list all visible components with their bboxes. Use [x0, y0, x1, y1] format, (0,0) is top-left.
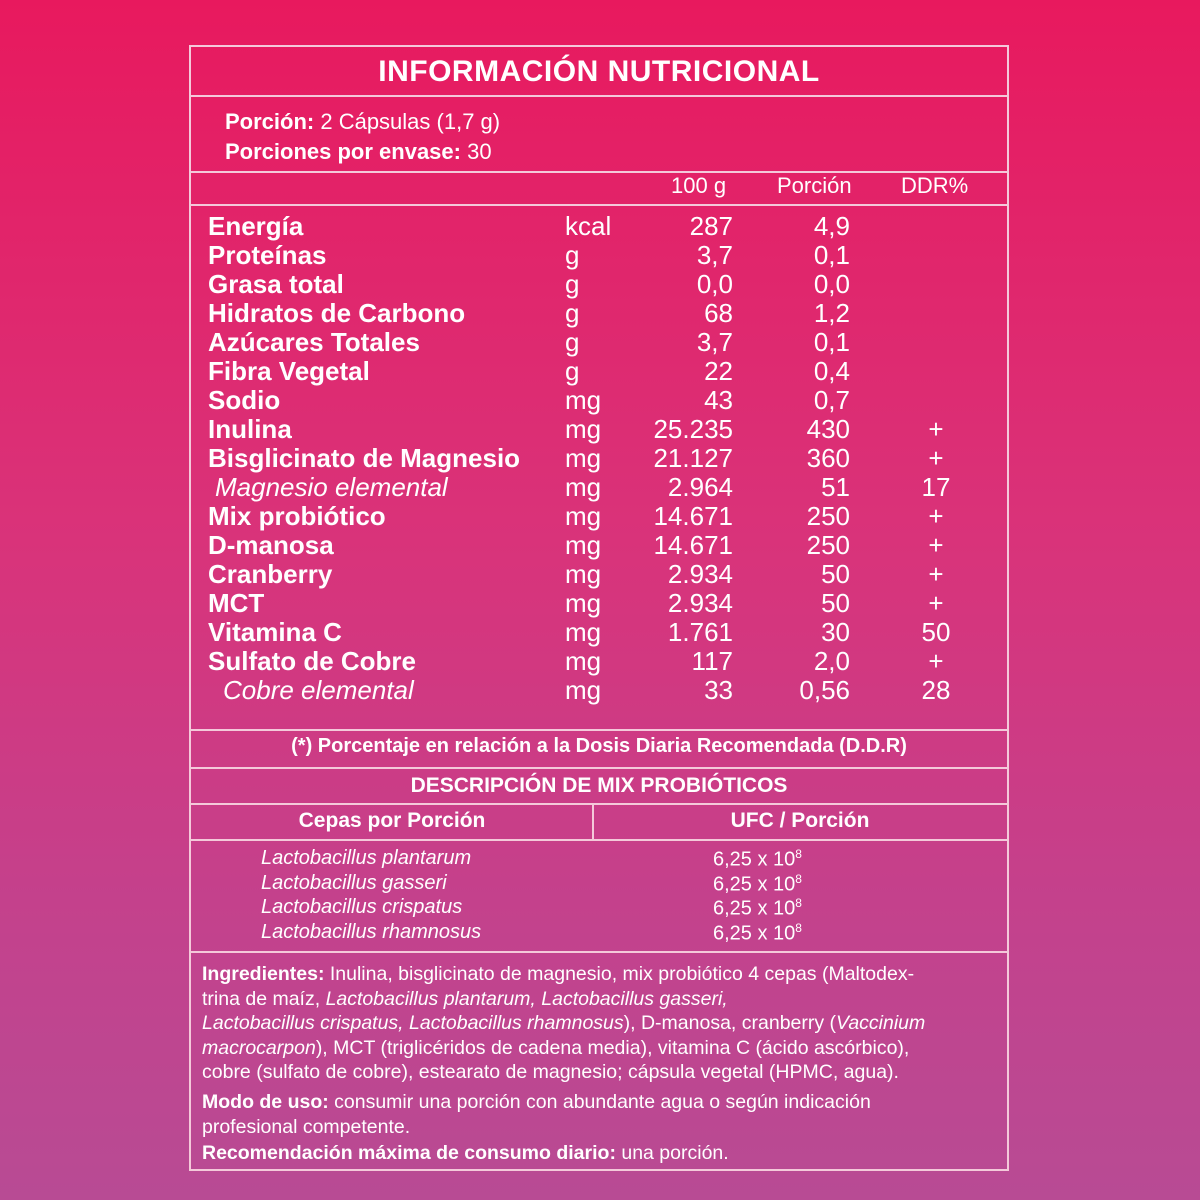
- ingredients-text-italic: Lactobacillus plantarum, Lactobacillus gasseri,: [325, 987, 728, 1010]
- max-daily-text: [202, 1141, 1012, 1166]
- nutrient-ddr: 50: [921, 617, 951, 647]
- nutrient-unit: g: [565, 356, 580, 386]
- nutrient-ddr: +: [928, 559, 944, 589]
- ingredients-line: [202, 1060, 1012, 1085]
- nutrient-unit: g: [565, 269, 580, 299]
- nutrient-row: [191, 269, 1007, 298]
- column-header-100g: 100 g: [671, 173, 727, 198]
- nutrient-row: [191, 559, 1007, 588]
- nutrient-ddr: +: [928, 414, 944, 444]
- nutrient-per-100g: 2.964: [667, 472, 733, 502]
- nutrient-name: MCT: [208, 588, 265, 618]
- nutrient-unit: g: [565, 240, 580, 270]
- nutrient-row: [191, 501, 1007, 530]
- strain-ufc-value: 6,25 x 10: [713, 897, 796, 920]
- nutrient-name: Bisglicinato de Magnesio: [208, 443, 521, 473]
- nutrient-row: [191, 443, 1007, 472]
- nutrient-row: [191, 385, 1007, 414]
- strain-ufc: [713, 847, 802, 872]
- strain-name: Lactobacillus crispatus: [261, 896, 463, 918]
- nutrient-per-portion: 50: [821, 588, 850, 618]
- nutrient-name: D-manosa: [208, 530, 334, 560]
- nutrient-name: Cranberry: [208, 559, 333, 589]
- nutrient-per-portion: 0,0: [813, 269, 850, 299]
- nutrient-name: Sulfato de Cobre: [208, 646, 417, 676]
- nutrient-per-portion: 0,7: [813, 385, 850, 415]
- ingredients-text-part: cobre (sulfato de cobre), estearato de magnesio; cápsula vegetal (HPMC, agua).: [202, 1061, 899, 1083]
- nutrient-unit: mg: [565, 675, 602, 705]
- nutrient-name: Energía: [208, 211, 304, 241]
- nutrient-name: Azúcares Totales: [208, 327, 420, 357]
- nutrient-unit: mg: [565, 414, 602, 444]
- divider: [191, 729, 1007, 731]
- divider: [191, 95, 1007, 97]
- ingredients-label: Ingredientes:: [202, 963, 325, 985]
- divider: [191, 951, 1007, 953]
- nutrient-unit: g: [565, 327, 580, 357]
- nutrient-unit: mg: [565, 617, 602, 647]
- nutrient-unit: mg: [565, 530, 602, 560]
- strain-ufc: [713, 896, 802, 921]
- nutrient-ddr: +: [928, 588, 944, 618]
- nutrient-ddr: +: [928, 530, 944, 560]
- nutrient-row: [191, 472, 1007, 501]
- column-header-ddr: DDR%: [901, 173, 969, 198]
- strain-ufc-exponent: 8: [795, 896, 802, 910]
- nutrient-row: [191, 675, 1007, 704]
- ingredients-line: [202, 987, 1012, 1012]
- nutrient-per-portion: 0,4: [813, 356, 850, 386]
- strain-ufc-value: 6,25 x 10: [713, 922, 796, 945]
- nutrient-per-100g: 25.235: [653, 414, 733, 444]
- strain-ufc-value: 6,25 x 10: [713, 848, 796, 871]
- nutrient-per-portion: 51: [821, 472, 850, 502]
- ingredients-text-part: ), D-manosa, cranberry (: [623, 1012, 837, 1034]
- probiotics-col-ufc: UFC / Porción: [730, 809, 870, 832]
- nutrient-per-100g: 14.671: [653, 530, 733, 560]
- nutrient-row: [191, 617, 1007, 646]
- nutrient-name: Vitamina C: [208, 617, 342, 647]
- nutrient-name: Mix probiótico: [208, 501, 386, 531]
- probiotics-col-strain: Cepas por Porción: [298, 809, 486, 832]
- nutrient-name: Grasa total: [208, 269, 344, 299]
- ingredients-text-part: Inulina, bisglicinato de magnesio, mix probiótico 4 cepas (Maltodex-: [324, 963, 915, 985]
- nutrient-per-portion: 250: [806, 530, 850, 560]
- ingredients-text-part: ), MCT (triglicéridos de cadena media), vitamina C (ácido ascórbico),: [315, 1036, 910, 1059]
- nutrient-per-100g: 21.127: [653, 443, 733, 473]
- column-divider: [592, 803, 594, 839]
- ingredients-line: [202, 1011, 1012, 1036]
- usage-line: [202, 1115, 1012, 1140]
- nutrient-per-100g: 14.671: [653, 501, 733, 531]
- nutrient-per-portion: 30: [821, 617, 850, 647]
- nutrient-per-100g: 1.761: [667, 617, 733, 647]
- nutrient-per-100g: 287: [689, 211, 733, 241]
- nutrient-per-100g: 33: [704, 675, 733, 705]
- nutrient-per-portion: 0,56: [799, 675, 850, 705]
- nutrient-per-portion: 0,1: [813, 240, 850, 270]
- serving-size-label: Porción:: [225, 109, 315, 134]
- strain-name: Lactobacillus plantarum: [261, 847, 472, 869]
- nutrient-row: [191, 356, 1007, 385]
- nutrient-per-portion: 250: [806, 501, 850, 531]
- nutrient-unit: mg: [565, 443, 602, 473]
- nutrient-name: Fibra Vegetal: [208, 356, 370, 386]
- nutrient-ddr: 28: [921, 675, 951, 705]
- nutrient-per-100g: 3,7: [696, 327, 733, 357]
- nutrition-panel: [189, 45, 1009, 1171]
- ingredients-text: [202, 962, 1012, 1085]
- nutrient-per-portion: 0,1: [813, 327, 850, 357]
- nutrient-unit: mg: [565, 472, 602, 502]
- nutrient-row: [191, 211, 1007, 240]
- strain-ufc-exponent: 8: [795, 871, 802, 886]
- nutrient-row: [191, 298, 1007, 327]
- nutrient-ddr: +: [928, 501, 944, 531]
- divider: [191, 171, 1007, 173]
- servings-per-pack-label: Porciones por envase:: [225, 139, 461, 164]
- ingredients-text-italic: Lactobacillus crispatus, Lactobacillus rhamnosus: [202, 1012, 624, 1034]
- nutrient-ddr: +: [928, 443, 944, 473]
- nutrient-row: [191, 240, 1007, 269]
- nutrient-per-100g: 2.934: [667, 588, 733, 618]
- nutrient-row: [191, 530, 1007, 559]
- nutrient-per-portion: 1,2: [813, 298, 850, 328]
- nutrient-row: [191, 646, 1007, 675]
- nutrient-per-100g: 2.934: [667, 559, 733, 589]
- panel-title: INFORMACIÓN NUTRICIONAL: [378, 55, 820, 88]
- serving-size-value: 2 Cápsulas (1,7 g): [314, 109, 501, 134]
- nutrient-per-100g: 22: [704, 356, 733, 386]
- serving-size: [225, 109, 500, 135]
- ingredients-text-part: trina de maíz,: [202, 987, 326, 1010]
- nutrient-per-100g: 0,0: [696, 269, 733, 299]
- strain-ufc-exponent: 8: [795, 847, 802, 861]
- nutrient-name: Inulina: [208, 414, 292, 444]
- nutrient-per-portion: 360: [806, 443, 850, 473]
- strain-ufc-exponent: 8: [795, 920, 802, 935]
- nutrient-name: Proteínas: [208, 240, 327, 270]
- nutrient-per-100g: 3,7: [696, 240, 733, 270]
- nutrient-name: Magnesio elemental: [215, 472, 448, 502]
- strain-ufc: [713, 921, 802, 946]
- ingredients-line: [202, 1036, 1012, 1061]
- nutrient-unit: kcal: [565, 211, 612, 241]
- nutrient-per-100g: 117: [691, 646, 733, 676]
- ingredients-line: [202, 962, 1012, 987]
- nutrient-per-portion: 50: [821, 559, 850, 589]
- nutrient-per-portion: 430: [806, 414, 850, 444]
- nutrient-row: [191, 327, 1007, 356]
- nutrient-per-100g: 43: [704, 385, 733, 415]
- ingredients-text-italic: Vaccinium: [836, 1012, 926, 1034]
- nutrient-unit: g: [565, 298, 580, 328]
- nutrient-per-portion: 2,0: [813, 646, 850, 676]
- nutrient-name: Sodio: [208, 385, 281, 415]
- nutrient-ddr: 17: [921, 472, 951, 502]
- nutrient-row: [191, 588, 1007, 617]
- nutrient-name: Cobre elemental: [223, 675, 414, 705]
- nutrient-per-portion: 4,9: [813, 211, 850, 241]
- nutrient-row: [191, 414, 1007, 443]
- divider: [191, 767, 1007, 769]
- ddr-footnote: (*) Porcentaje en relación a la Dosis Diaria Recomendada (D.D.R): [291, 735, 907, 757]
- usage-label: Modo de uso:: [202, 1091, 329, 1113]
- nutrient-ddr: +: [928, 646, 944, 676]
- nutrient-per-100g: 68: [704, 298, 733, 328]
- ingredients-text-italic: macrocarpon: [202, 1036, 316, 1059]
- strain-name: Lactobacillus gasseri: [261, 871, 447, 894]
- servings-per-pack: [225, 139, 492, 165]
- column-header-portion: Porción: [777, 173, 852, 198]
- divider: [191, 803, 1007, 805]
- nutrient-unit: mg: [565, 646, 602, 676]
- nutrient-name: Hidratos de Carbono: [208, 298, 466, 328]
- servings-per-pack-value: 30: [460, 139, 492, 164]
- nutrient-unit: mg: [565, 559, 602, 589]
- usage-text: [202, 1090, 1012, 1139]
- usage-text-part: consumir una porción con abundante agua o según indicación: [328, 1091, 871, 1113]
- divider: [191, 839, 1007, 841]
- nutrient-unit: mg: [565, 588, 602, 618]
- strain-name: Lactobacillus rhamnosus: [261, 920, 482, 943]
- nutrient-unit: mg: [565, 385, 602, 415]
- divider: [191, 204, 1007, 206]
- usage-line: [202, 1090, 1012, 1115]
- strain-ufc: [713, 872, 802, 897]
- strain-ufc-value: 6,25 x 10: [713, 873, 796, 896]
- nutrient-unit: mg: [565, 501, 602, 531]
- usage-text-part: profesional competente.: [202, 1115, 411, 1138]
- max-daily-label: Recomendación máxima de consumo diario:: [202, 1142, 616, 1164]
- max-daily-value: una porción.: [615, 1142, 729, 1164]
- probiotics-title: DESCRIPCIÓN DE MIX PROBIÓTICOS: [410, 774, 788, 797]
